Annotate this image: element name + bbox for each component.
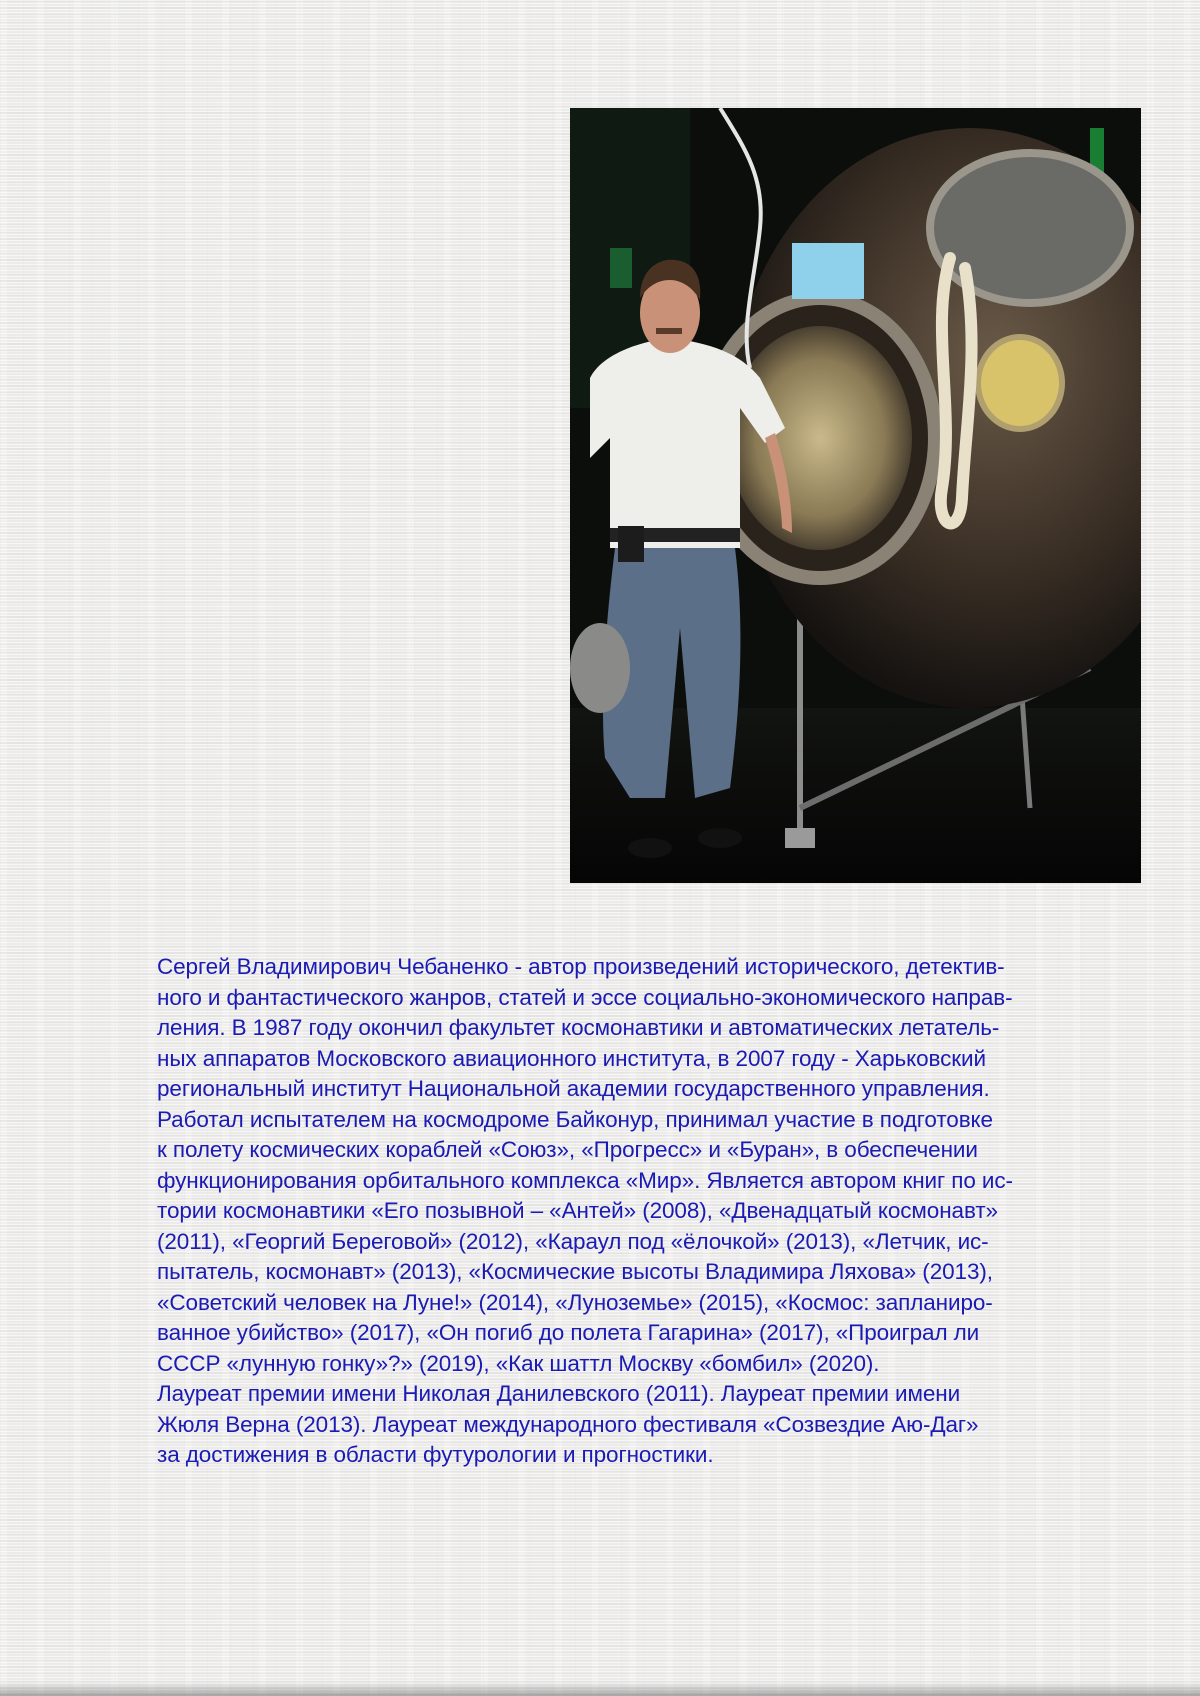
bio-line: «Советский человек на Луне!» (2014), «Луноземье» (2015), «Космос: запланиро- xyxy=(157,1289,993,1315)
bio-line: Работал испытателем на космодроме Байконур, принимал участие в подготовке xyxy=(157,1106,993,1132)
author-biography xyxy=(157,952,1147,1471)
bio-line: ных аппаратов Московского авиационного института, в 2007 году - Харьковский xyxy=(157,1045,986,1071)
bio-line: функционирования орбитального комплекса «Мир». Является автором книг по ис- xyxy=(157,1167,1013,1193)
bio-line: СССР «лунную гонку»?» (2019), «Как шаттл Москву «бомбил» (2020). xyxy=(157,1350,880,1376)
bio-line: (2011), «Георгий Береговой» (2012), «Караул под «ёлочкой» (2013), «Летчик, ис- xyxy=(157,1228,989,1254)
bio-line: ления. В 1987 году окончил факультет космонавтики и автоматических летатель- xyxy=(157,1015,1000,1040)
bio-line: Лауреат премии имени Николая Данилевского (2011). Лауреат премии имени xyxy=(157,1381,961,1406)
bio-line: Сергей Владимирович Чебаненко - автор произведений исторического, детектив- xyxy=(157,954,1005,979)
author-photo-illustration xyxy=(570,108,1141,883)
page-bottom-edge xyxy=(0,1682,1200,1696)
bio-line: за достижения в области футурологии и прогностики. xyxy=(157,1442,714,1467)
bio-line: Жюля Верна (2013). Лауреат международного фестиваля «Созвездие Аю-Даг» xyxy=(157,1411,979,1437)
bio-line: тории космонавтики «Его позывной – «Антей» (2008), «Двенадцатый космонавт» xyxy=(157,1198,998,1223)
bio-line: ванное убийство» (2017), «Он погиб до полета Гагарина» (2017), «Проиграл ли xyxy=(157,1320,980,1345)
bio-line: ного и фантастического жанров, статей и эссе социально-экономического направ- xyxy=(157,984,1013,1010)
author-photo xyxy=(570,108,1141,883)
bio-line: пытатель, космонавт» (2013), «Космические высоты Владимира Ляхова» (2013), xyxy=(157,1259,993,1284)
bio-line: региональный институт Национальной академии государственного управления. xyxy=(157,1076,990,1101)
bio-line: к полету космических кораблей «Союз», «Прогресс» и «Буран», в обеспечении xyxy=(157,1137,978,1162)
